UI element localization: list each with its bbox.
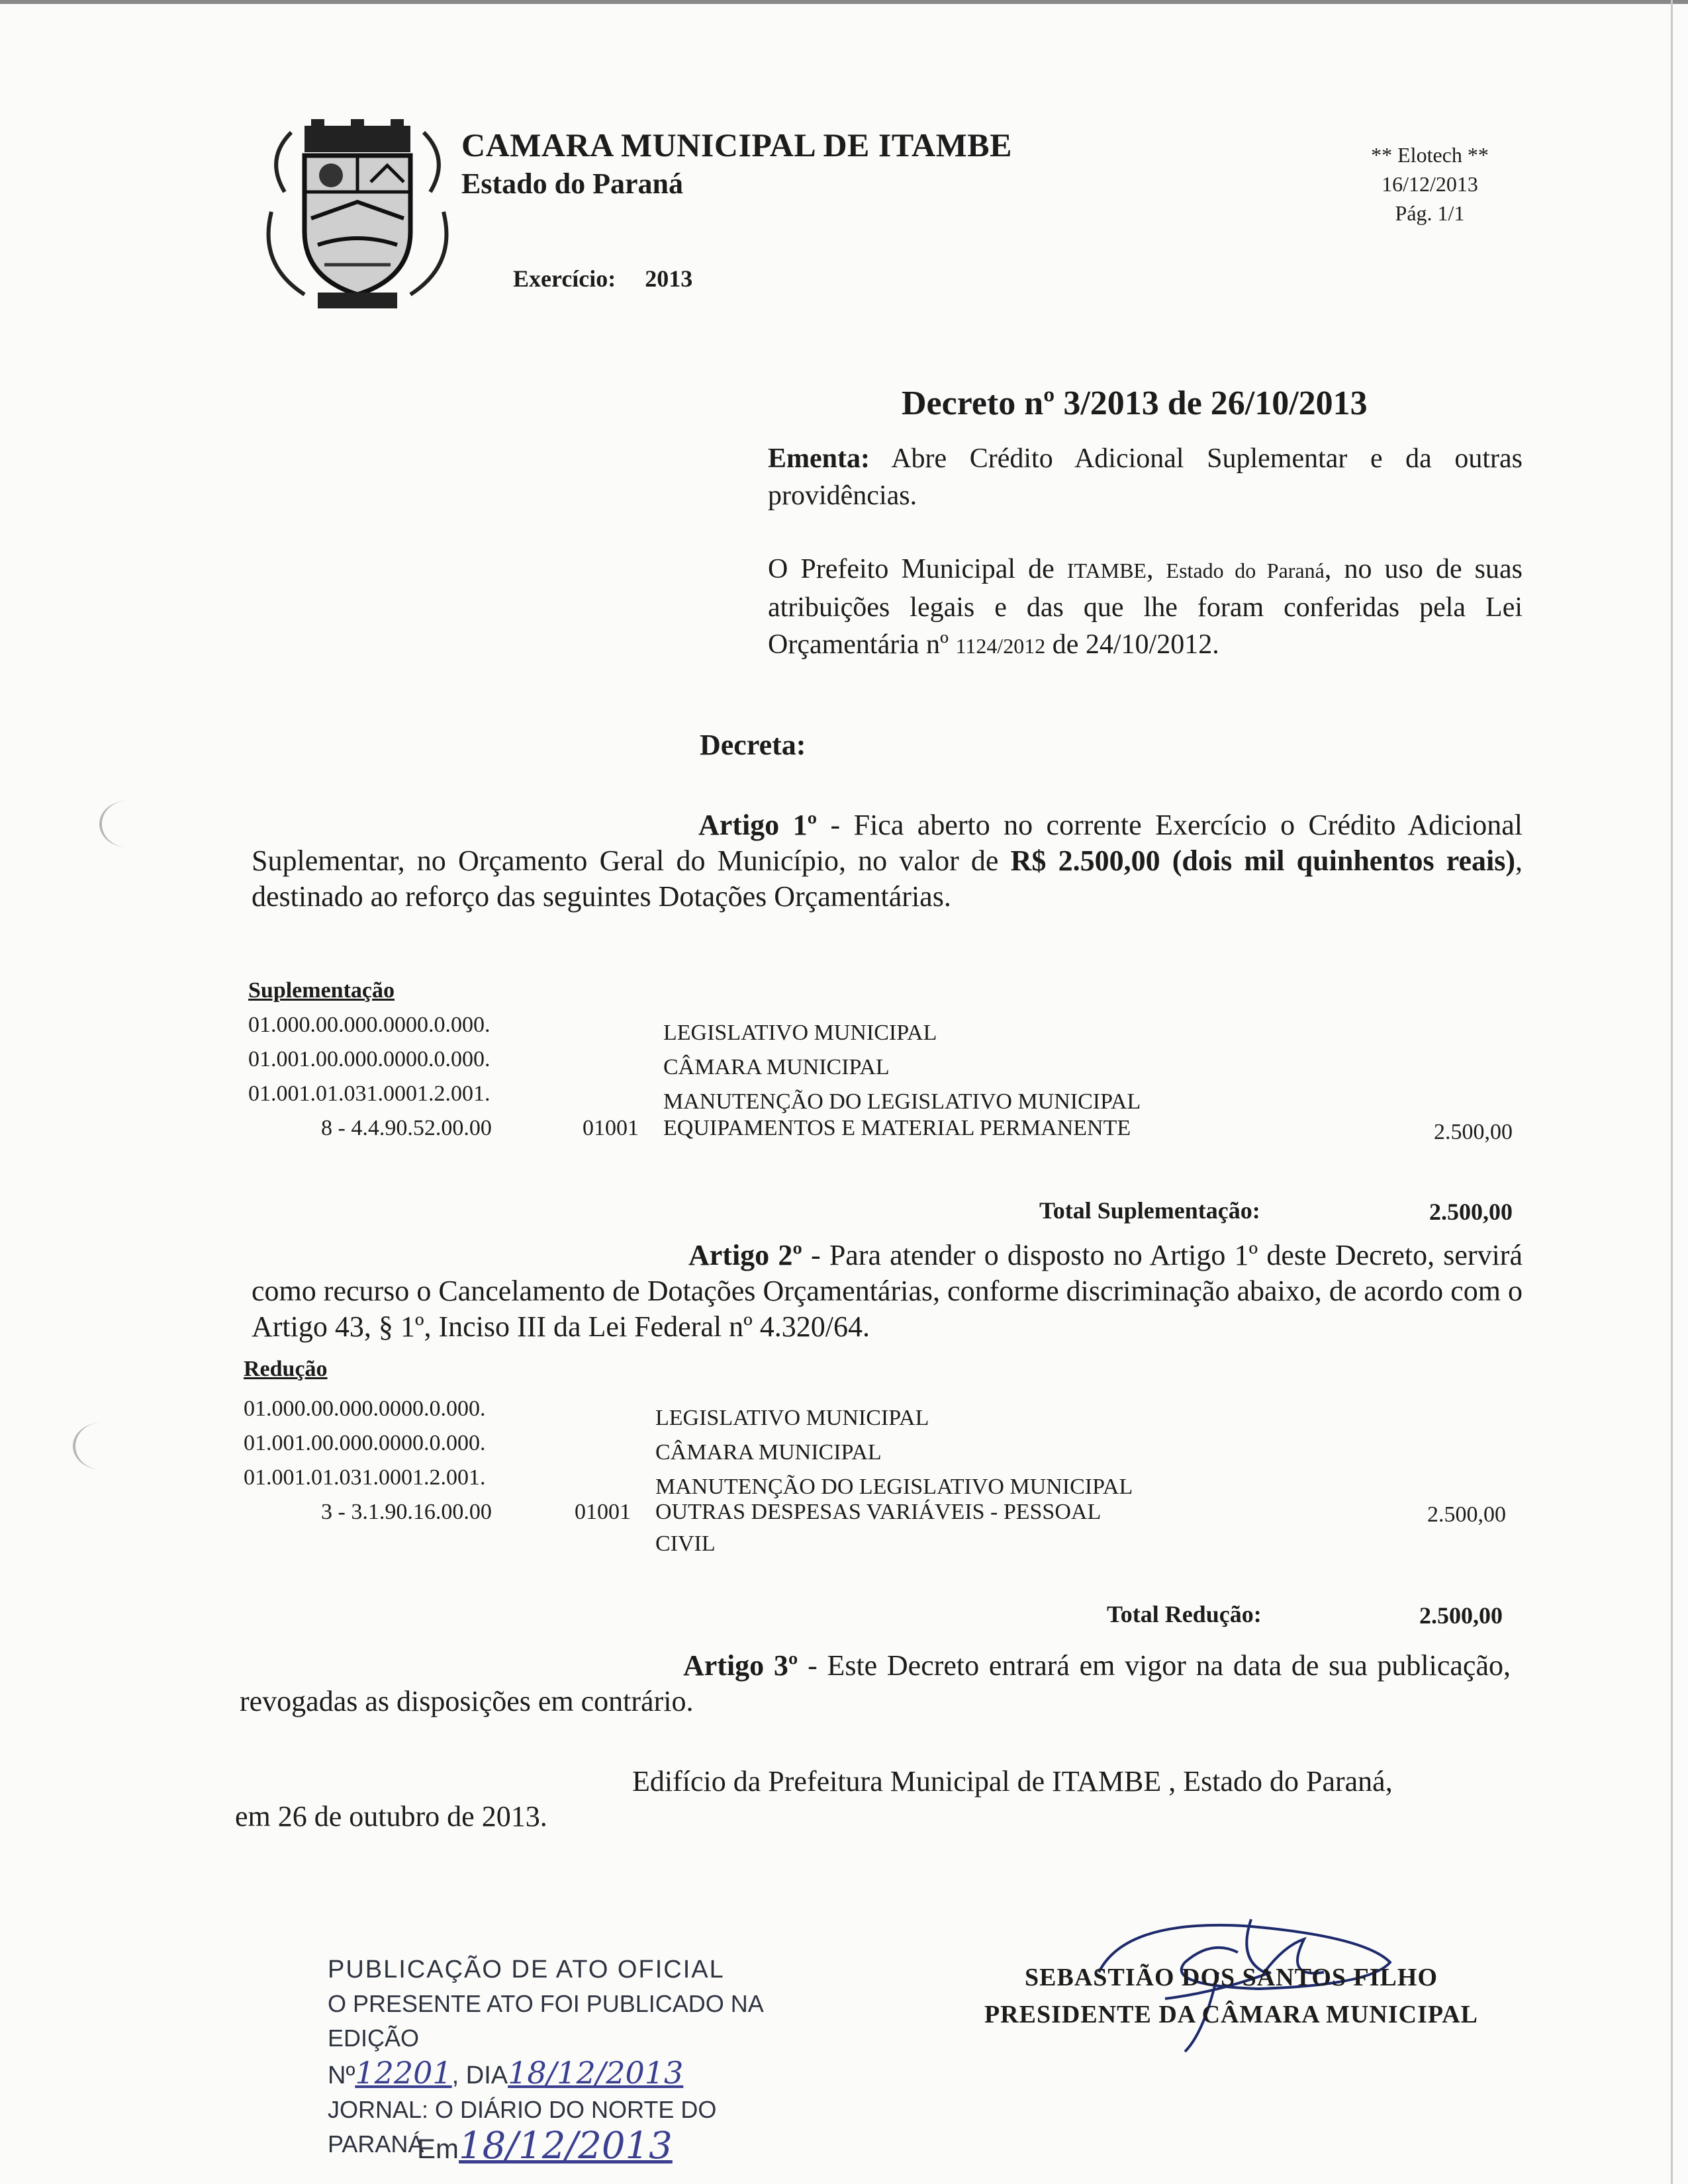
dotacao-code: 8 - 4.4.90.52.00.00 — [321, 1116, 492, 1140]
dotacao-code: 01.001.01.031.0001.2.001. — [244, 1465, 486, 1490]
table-row — [0, 1396, 1688, 1431]
closing-line-2: em 26 de outubro de 2013. — [235, 1800, 547, 1833]
table-row — [0, 1465, 1688, 1500]
intro-state: Estado do Paraná — [1166, 559, 1325, 582]
exercise-value: 2013 — [645, 265, 693, 292]
dotacao-code: 01.001.00.000.0000.0.000. — [244, 1431, 486, 1455]
dotacao-desc: MANUTENÇÃO DO LEGISLATIVO MUNICIPAL — [663, 1089, 1141, 1114]
decree-intro — [768, 551, 1523, 664]
exercise-label: Exercício: — [513, 265, 616, 292]
dotacao-code: 3 - 3.1.90.16.00.00 — [321, 1500, 492, 1524]
intro-city: ITAMBE — [1066, 559, 1147, 582]
table-row — [0, 1047, 1688, 1081]
closing-line-1: Edifício da Prefeitura Municipal de ITAMBE , Estado do Paraná, — [632, 1765, 1393, 1797]
artigo-1-amount: R$ 2.500,00 (dois mil quinhentos reais) — [1010, 844, 1516, 877]
decreta-heading: Decreta: — [700, 729, 806, 761]
table-row — [0, 1081, 1688, 1116]
dotacao-desc: CIVIL — [655, 1531, 716, 1556]
stamp-journal: JORNAL: O DIÁRIO DO NORTE DO PARANÁ — [328, 2096, 717, 2158]
dotacao-code: 01.000.00.000.0000.0.000. — [248, 1013, 491, 1037]
dotacao-desc: CÂMARA MUNICIPAL — [663, 1055, 890, 1079]
institution-state: Estado do Paraná — [461, 167, 683, 200]
dotacao-fonte: 01001 — [583, 1116, 639, 1140]
decree-title: Decreto nº 3/2013 de 26/10/2013 — [902, 385, 1368, 422]
stamp-line: O PRESENTE ATO FOI PUBLICADO NA EDIÇÃO — [328, 1990, 763, 2052]
suplementacao-heading: Suplementação — [248, 978, 395, 1003]
dotacao-desc: CÂMARA MUNICIPAL — [655, 1440, 882, 1465]
stamp-n-label: Nº — [328, 2062, 355, 2089]
dotacao-desc: OUTRAS DESPESAS VARIÁVEIS - PESSOAL — [655, 1500, 1102, 1524]
signer-role: PRESIDENTE DA CÂMARA MUNICIPAL — [984, 2001, 1479, 2028]
stamp-em-line — [417, 2124, 673, 2167]
table-row — [0, 1500, 1688, 1534]
ementa-label: Ementa: — [768, 443, 870, 474]
artigo-1-text: - Fica aberto no corrente Exercício o Crédito Adicional Suplementar, no Orçamento Geral do Município, no valor de — [252, 809, 1523, 877]
intro-text: de 24/10/2012. — [1045, 629, 1219, 660]
dotacao-fonte: 01001 — [575, 1500, 631, 1524]
intro-text: , no uso de suas atribuições legais e das que lhe foram conferidas pela Lei Orçamentária nº — [768, 554, 1523, 660]
artigo-3-text: - Este Decreto entrará em vigor na data de sua publicação, revogadas as disposições em contrário. — [240, 1649, 1511, 1717]
artigo-2-text: - Para atender o disposto no Artigo 1º deste Decreto, servirá como recurso o Cancelamento de Dotações Orçamentárias, conforme discriminação abaixo, de acordo com o Artigo 43, § 1º, Inciso III da Lei Federal nº 4.320/64. — [252, 1239, 1523, 1343]
dotacao-desc: LEGISLATIVO MUNICIPAL — [655, 1406, 929, 1430]
dotacao-code: 01.000.00.000.0000.0.000. — [244, 1396, 486, 1421]
punch-hole-mark — [99, 801, 155, 847]
dotacao-value: 2.500,00 — [1427, 1502, 1506, 1527]
reducao-heading: Redução — [244, 1357, 328, 1381]
table-row — [0, 1013, 1688, 1047]
scan-top-edge — [0, 0, 1688, 4]
stamp-edition-line — [328, 2056, 804, 2093]
artigo-1-label: Artigo 1º — [698, 809, 818, 841]
artigo-3-label: Artigo 3º — [683, 1649, 798, 1682]
print-date: 16/12/2013 — [1382, 172, 1478, 196]
stamp-dia-label: , DIA — [451, 2062, 508, 2089]
total-suplementacao-label: Total Suplementação: — [1039, 1197, 1260, 1224]
system-name: ** Elotech ** — [1371, 143, 1489, 167]
dotacao-value: 2.500,00 — [1434, 1120, 1513, 1144]
decree-ementa — [768, 440, 1523, 514]
institution-title: CAMARA MUNICIPAL DE ITAMBE — [461, 126, 1012, 163]
ementa-text: Abre Crédito Adicional Suplementar e da outras providências. — [768, 443, 1523, 511]
table-row — [0, 1431, 1688, 1465]
page-number: Pág. 1/1 — [1395, 201, 1465, 225]
signer-name: SEBASTIÃO DOS SANTOS FILHO — [1025, 1964, 1438, 1991]
report-meta — [1331, 140, 1529, 228]
artigo-2 — [252, 1238, 1523, 1345]
dotacao-desc: EQUIPAMENTOS E MATERIAL PERMANENTE — [663, 1116, 1131, 1140]
artigo-1-text: , destinado ao reforço das seguintes Dotações Orçamentárias. — [252, 844, 1523, 913]
table-row — [0, 1116, 1688, 1150]
intro-text: , — [1146, 554, 1166, 584]
stamp-title: PUBLICAÇÃO DE ATO OFICIAL — [328, 1956, 725, 1983]
municipal-coat-of-arms-icon — [258, 119, 457, 311]
artigo-2-label: Artigo 2º — [688, 1239, 802, 1271]
table-row — [0, 1531, 1688, 1566]
total-reducao-label: Total Redução: — [1107, 1601, 1262, 1627]
stamp-edition-number: 12201 — [355, 2055, 452, 2091]
artigo-3 — [240, 1648, 1511, 1719]
signature-block — [953, 1959, 1509, 2033]
artigo-1 — [252, 807, 1523, 915]
intro-law-number: 1124/2012 — [955, 634, 1046, 658]
dotacao-code: 01.001.00.000.0000.0.000. — [248, 1047, 491, 1071]
total-reducao-value: 2.500,00 — [1419, 1602, 1503, 1629]
dotacao-desc: LEGISLATIVO MUNICIPAL — [663, 1021, 937, 1045]
stamp-em-date: 18/12/2013 — [459, 2124, 673, 2167]
intro-text: O Prefeito Municipal de — [768, 554, 1067, 584]
dotacao-code: 01.001.01.031.0001.2.001. — [248, 1081, 491, 1106]
dotacao-desc: MANUTENÇÃO DO LEGISLATIVO MUNICIPAL — [655, 1475, 1133, 1499]
stamp-date: 18/12/2013 — [508, 2055, 684, 2091]
total-suplementacao-value: 2.500,00 — [1429, 1199, 1513, 1225]
exercise-year — [513, 265, 692, 293]
stamp-em-label: Em — [417, 2133, 459, 2164]
